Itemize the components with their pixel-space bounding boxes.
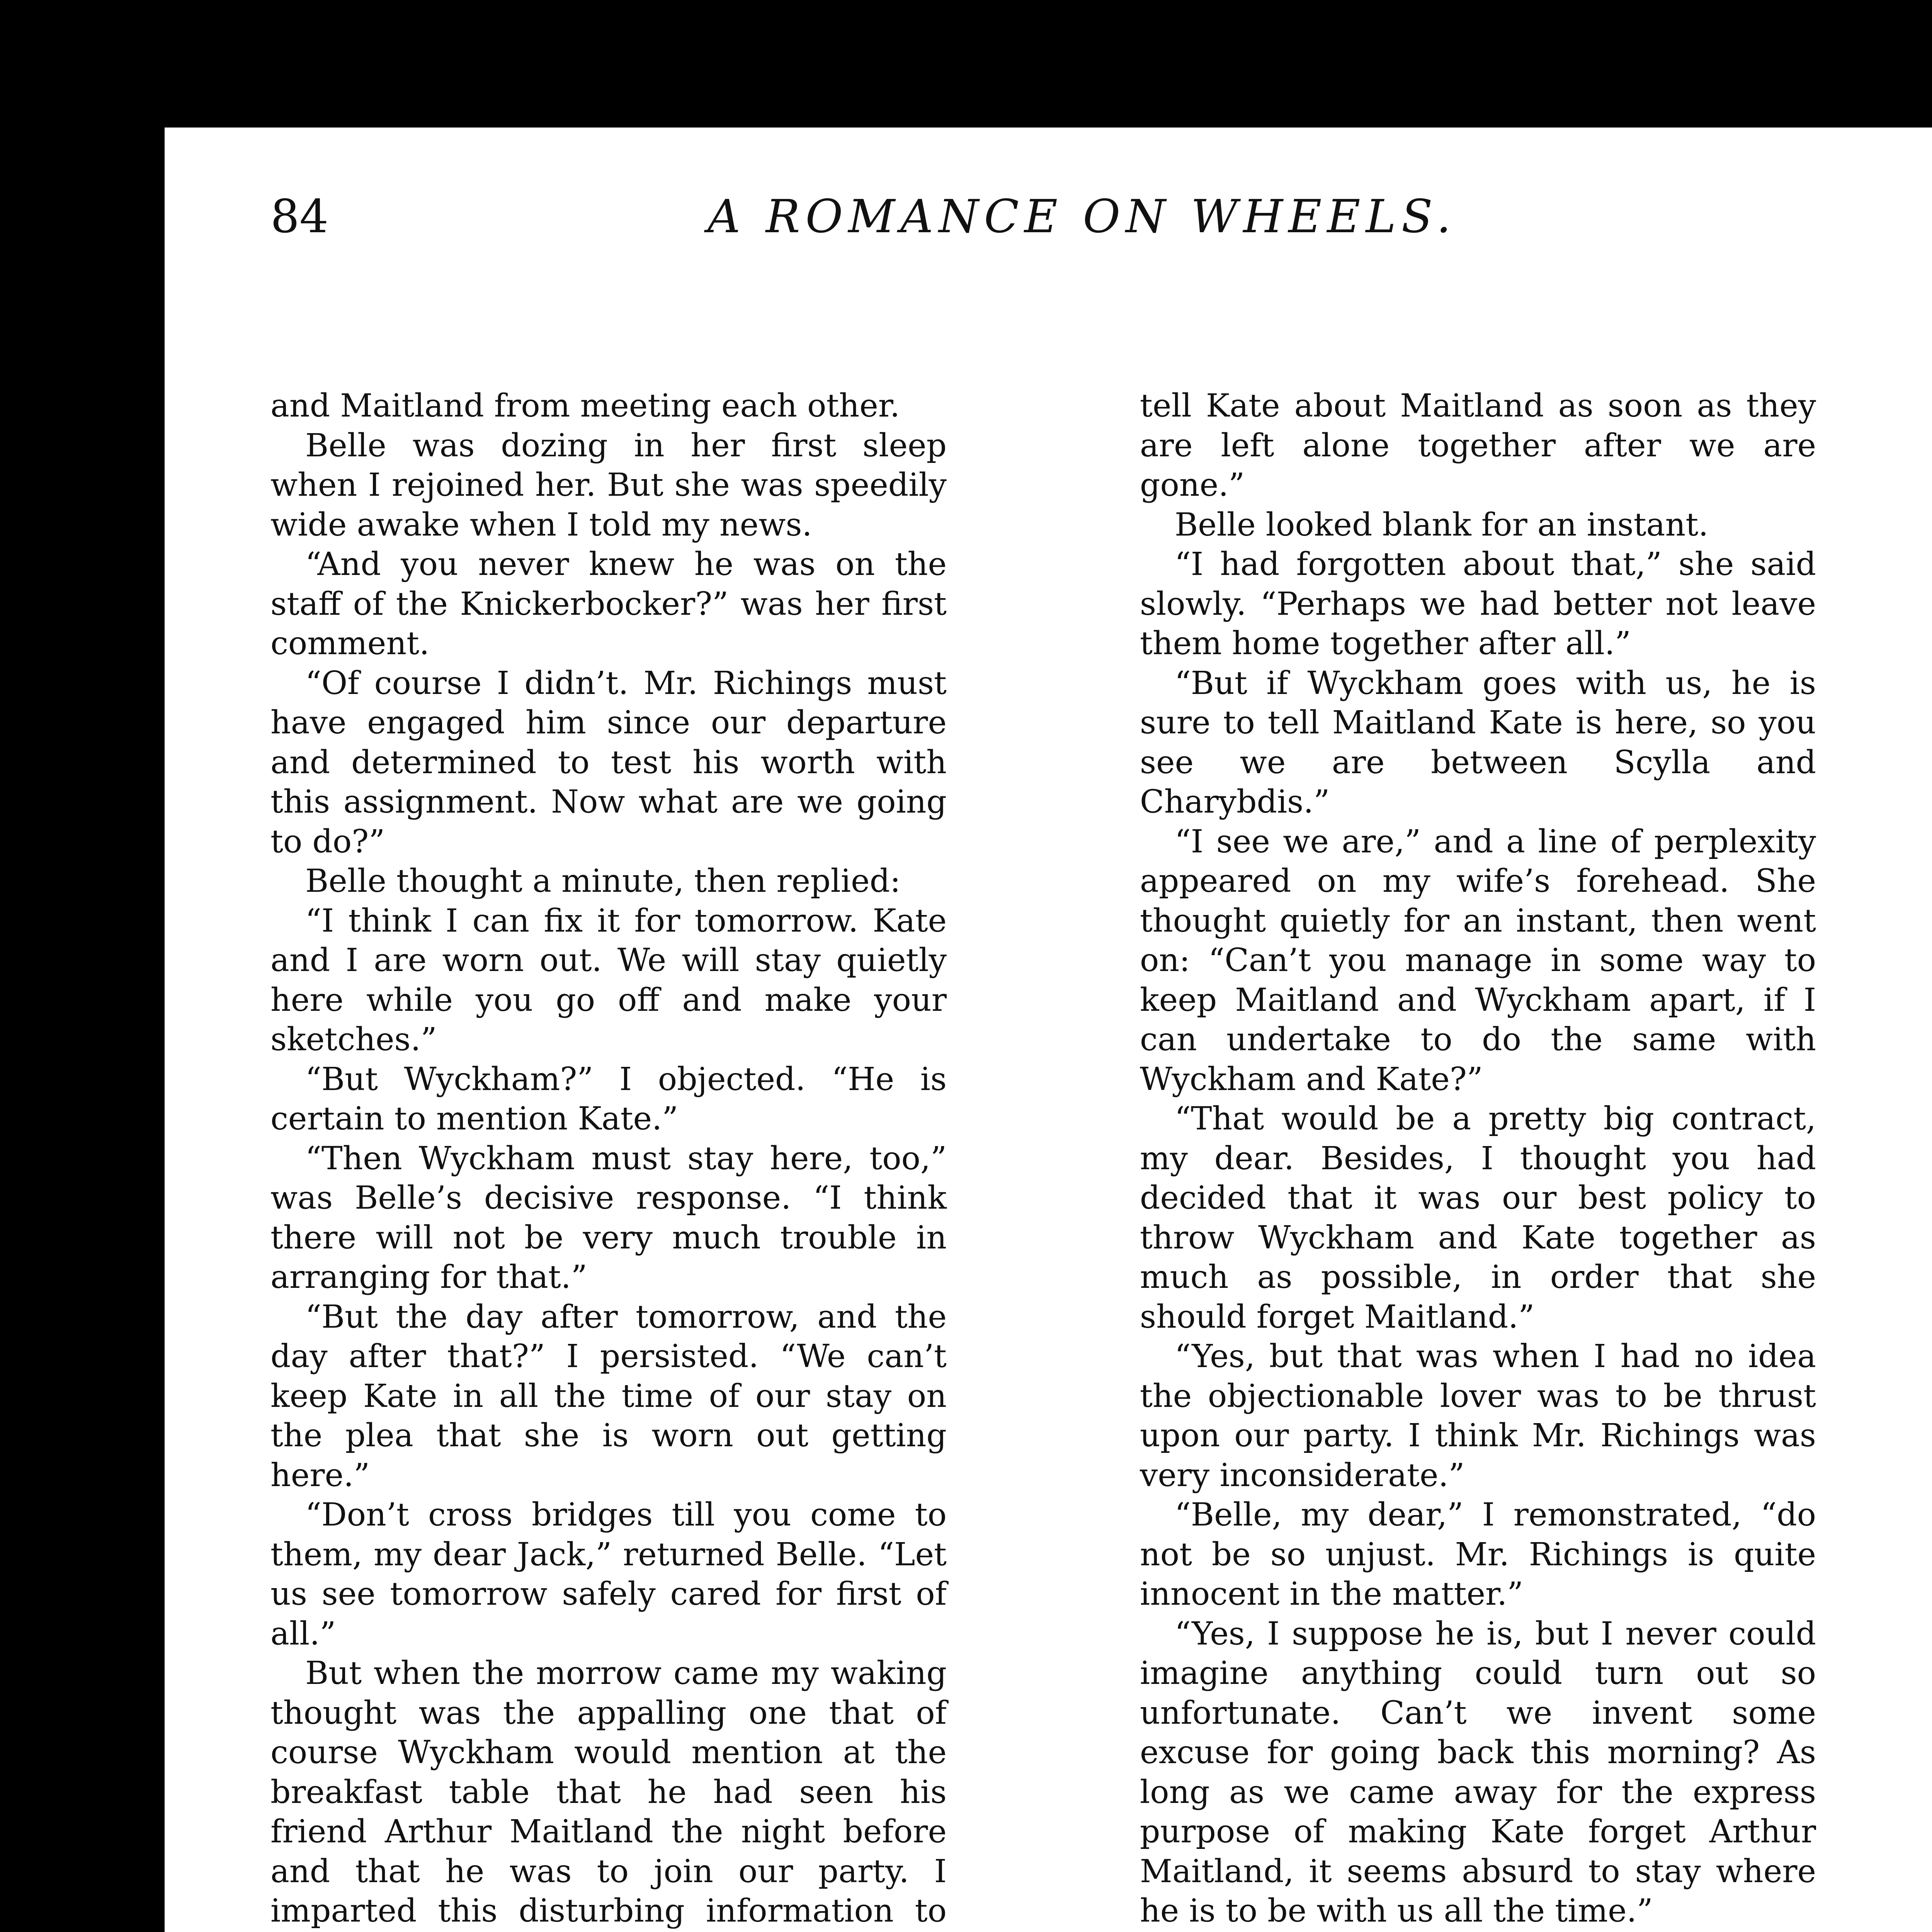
left-column bbox=[270, 386, 947, 1932]
paragraph: “But if Wyckham goes with us, he is sure to tell Maitland Kate is here, so you see we are between Scylla and Charybdis.” bbox=[1140, 665, 1816, 820]
paragraph: “I had forgotten about that,” she said slowly. “Perhaps we had better not leave them home together after all.” bbox=[1140, 546, 1816, 662]
paragraph: Belle looked blank for an instant. bbox=[1175, 506, 1709, 543]
paragraph: “But the day after tomorrow, and the day after that?” I persisted. “We can’t keep Kate in all the time of our stay on the plea that she is worn out getting here.” bbox=[270, 1298, 947, 1494]
paragraph: “Don’t cross bridges till you come to them, my dear Jack,” returned Belle. “Let us see tomorrow safely cared for first of all.” bbox=[270, 1497, 947, 1652]
paragraph: But when the morrow came my waking thought was the appalling one that of course Wyckham would mention at the breakfast table that he had seen his friend Arthur Maitland the night before and that he was to join our party. I imparted this disturbing information to bbox=[270, 1655, 947, 1929]
paragraph: Belle was dozing in her first sleep when I rejoined her. But she was speedily wide awake when I told my news. bbox=[270, 427, 947, 543]
paragraph: tell Kate about Maitland as soon as they are left alone together after we are gone.” bbox=[1140, 388, 1816, 503]
paragraph: “Yes, but that was when I had no idea the objectionable lover was to be thrust upon our party. I think Mr. Richings was very inconsiderate.” bbox=[1140, 1338, 1816, 1494]
page-number: 84 bbox=[270, 190, 329, 243]
paragraph: “But Wyckham?” I objected. “He is certain to mention Kate.” bbox=[270, 1061, 947, 1137]
paragraph: “Of course I didn’t. Mr. Richings must have engaged him since our departure and determined to test his worth with this assignment. Now what are we going to do?” bbox=[270, 665, 947, 860]
paragraph: “Belle, my dear,” I remonstrated, “do not be so unjust. Mr. Richings is quite innocent in the matter.” bbox=[1140, 1497, 1816, 1612]
right-column bbox=[1140, 386, 1816, 1932]
running-head bbox=[270, 170, 1801, 263]
paragraph: “And you never knew he was on the staff of the Knickerbocker?” was her first comment. bbox=[270, 546, 947, 662]
paragraph: “I think I can fix it for tomorrow. Kate and I are worn out. We will stay quietly here while you go off and make your sketches.” bbox=[270, 902, 947, 1058]
paragraph: and Maitland from meeting each other. bbox=[270, 388, 900, 424]
paragraph: “That would be a pretty big contract, my dear. Besides, I thought you had decided that it was our best policy to throw Wyckham and Kate together as much as possible, in order that she should forget Maitland.” bbox=[1140, 1100, 1816, 1335]
paragraph: “Yes, I suppose he is, but I never could imagine anything could turn out so unfortunate. Can’t we invent some excuse for going back this morning? As long as we came away for the express purpose of making Kate forget Arthur Maitland, it seems absurd to stay where he is to be with us all the time.” bbox=[1140, 1615, 1816, 1929]
paragraph: “I see we are,” and a line of perplexity appeared on my wife’s forehead. She thought quietly for an instant, then went on: “Can’t you manage in some way to keep Maitland and Wyckham apart, if I can undertake to do the same with Wyckham and Kate?” bbox=[1140, 823, 1816, 1098]
running-title: A ROMANCE ON WHEELS. bbox=[707, 190, 1456, 243]
paragraph: “Then Wyckham must stay here, too,” was Belle’s decisive response. “I think there will not be very much trouble in arranging for that.” bbox=[270, 1140, 947, 1296]
paragraph: Belle thought a minute, then replied: bbox=[305, 863, 901, 900]
